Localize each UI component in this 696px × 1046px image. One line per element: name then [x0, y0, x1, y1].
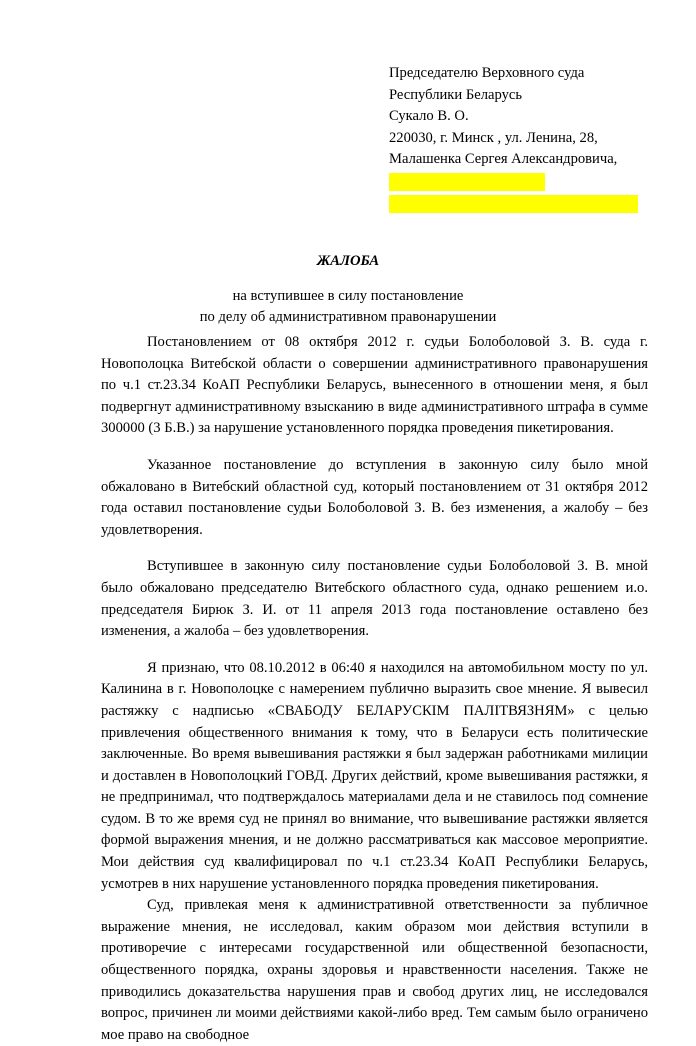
body-paragraph: Я признаю, что 08.10.2012 в 06:40 я находился на автомобильном мосту по ул. Калинина в г. Новополоцке с намерением публично выразить свое мнение. Я вывесил растяжку с надписью «СВАБОДУ БЕЛАРУСКІМ ПАЛІТВЯЗНЯМ» с целью привлечения общественного внимания к тому, что в Беларуси есть политические заключенные. Во время вывешивания растяжки я был задержан работниками милиции и доставлен в Новополоцкий ГОВД. Других действий, кроме вывешивания растяжки, я не предпринимал, что подтверждалось материалами дела и не ставилось под сомнение судом. В то же время суд не принял во внимание, что вывешивание растяжки является формой выражения мнения, и не должно рассматриваться как массовое мероприятие. Мои действия суд квалифицировал по ч.1 ст.23.34 КоАП Республики Беларусь, усмотрев в них нарушение установленного порядка проведения пикетирования.	[101, 659, 648, 892]
body-paragraph: Постановлением от 08 октября 2012 г. судьи Болоболовой З. В. суда г. Новополоцка Витебской области о совершении административного правонарушения по ч.1 ст.23.34 КоАП Республики Беларусь, вынесенного в отношении меня, я был подвергнут административному взысканию в виде административного штрафа в сумме 300000 (3 Б.В.) за нарушение установленного порядка проведения пикетирования.	[101, 334, 648, 437]
redaction-highlight	[389, 173, 545, 191]
addressee-line: Республики Беларусь	[389, 86, 523, 103]
addressee-line: Сукало В. О.	[389, 108, 469, 125]
redaction-highlight	[389, 195, 638, 213]
document-body	[101, 332, 648, 1046]
subtitle-line: на вступившее в силу постановление	[232, 288, 464, 304]
addressee-line: Председателю Верховного суда	[389, 65, 585, 81]
document-subtitle	[0, 286, 696, 328]
addressee-block	[389, 63, 638, 213]
document-title: ЖАЛОБА	[316, 253, 380, 269]
body-paragraph: Суд, привлекая меня к административной ответственности за публичное выражение мнения, не исследовал, каким образом мои действия вступили в противоречие с интересами государственной или общественной безопасности, общественного порядка, охраны здоровья и нравственности населения. Также не приводились доказательства нарушения прав и свобод других лиц, не исследовался вопрос, причинен ли моими действиями какой-либо вред. Тем самым было ограничено мое право на свободное	[101, 897, 648, 1043]
addressee-line: 220030, г. Минск , ул. Ленина, 28,	[389, 129, 598, 146]
subtitle-line: по делу об административном правонарушении	[199, 309, 497, 325]
addressee-line: Малашенка Сергея Александровича,	[389, 151, 618, 168]
body-paragraph: Вступившее в законную силу постановление судьи Болоболовой З. В. мной было обжаловано председателю Витебского областного суда, однако решением и.о. председателя Бирюк З. И. от 11 апреля 2013 года постановление оставлено без изменения, а жалоба – без удовлетворения.	[101, 558, 648, 640]
body-paragraph: Указанное постановление до вступления в законную силу было мной обжаловано в Витебский областной суд, который постановлением от 31 октября 2012 года оставил постановление судьи Болоболовой З. В. без изменения, а жалобу – без удовлетворения.	[101, 456, 648, 538]
